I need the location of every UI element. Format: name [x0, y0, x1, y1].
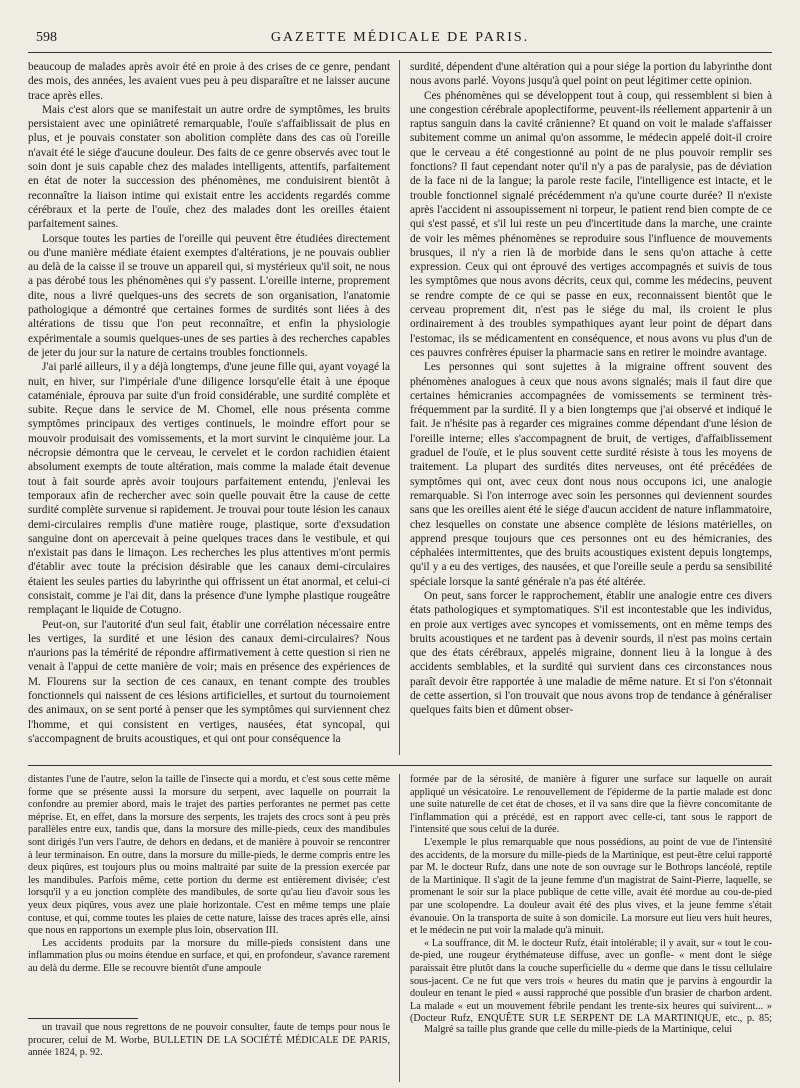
paragraph: Les personnes qui sont sujettes à la migraine offrent souvent des phénomènes analogues à ceux que nous avons signalés; mais il faut dire que certaines hémicranies accompagnées de vomissements se terminent très-fréquemment par la surdité. Il y a bien longtemps que j'ai observé et indiqué le fait. Je n'hésite pas à regarder ces migraines comme dépendant d'une lésion de l'oreille interne; elles s'accompagnent de bruit, de vertiges, d'affaiblissement graduel de l'ouïe, et le plus souvent cette surdité résiste à tous les moyens de traitement. La plupart des surdités dites nerveuses, ont été précédées de symptômes qui ont, avec ceux dont nous nous occupons ici, une analogie remarquable. Si l'on interroge avec soin les personnes qui deviennent sourdes sans que les oreilles aient été le siége d'aucun accident de nature inflammatoire, chez lesquelles on constate une absence complète de lésions matérielles, on apprend presque toujours que ces personnes ont eu des hémicranies, des céphalées intermittentes, que des bruits acoustiques existent depuis longtemps, qu'il y a eu des vertiges, des nausées, et que l'oreille seule a perdu sa sensibilité spéciale lorsque la santé générale n'a pas été altérée.: [410, 361, 772, 588]
page-number: 598: [36, 30, 57, 45]
page-header: [28, 22, 772, 53]
upper-left-column: [28, 60, 390, 755]
lower-right-column: [410, 774, 772, 1024]
paragraph: Ces phénomènes qui se développent tout à coup, qui ressemblent si bien à une congestion cérébrale apoplectiforme, peuvent-ils réellement appartenir à un raptus sanguin dans la cavité crânienne? Et quand on voit le malade s'affaisser subitement comme un animal qu'on assomme, le médecin appelé doit-il croire que le cerveau a été congestionné au point de ne plus pouvoir remplir ses fonctions? Il faut cependant noter qu'il n'y a pas de paralysie, pas de déviation de la face ni de la langue; la parole reste facile, l'intelligence est intacte, et le trouble fonctionnel signalé précédemment n'a qu'une courte durée? Il n'existe après l'accident ni assoupissement ni torpeur, le patient rend bien compte de ce qui s'est passé, et s'il lui reste un peu d'incertitude dans la marche, une crainte de voir les mêmes phénomènes se reproduire sous l'influence de mouvements brusques, il n'y a rien là de morbide dans le sens qu'on attache à cette expression. Ceux qui ont éprouvé des vertiges accompagnés et suivis de tous les symptômes que nous avons décrits, ceux qui, comme les médecins, peuvent se rendre compte de ce qui se passe en eux, reconnaissent bientôt que le cerveau proprement dit, n'est pas le siége du mal, ils croient le plus ordinairement à des troubles sympathiques ayant leur point de départ dans l'estomac, ils se médicamentent en conséquence, et nous avons vu plus d'un de ces pauvres confrères épuiser la pharmacie sans en retirer le moindre avantage.: [410, 89, 772, 359]
paragraph: L'exemple le plus remarquable que nous possédions, au point de vue de l'intensité des accidents, de la morsure du mille-pieds de la Martinique, est peut-être celui rapporté par M. le docteur Rufz, dans une note de son ouvrage sur le Bothrops lancéolé, reptile de la Martinique. Il s'agit de la jeune femme d'un magistrat de Saint-Pierre, laquelle, se promenant le soir sur la place publique de cette ville, avait été mordue au cou-de-pied par une scolopendre. La douleur avait été des plus vives, et la jeune femme s'était évanouie. On la transporta de suite à son domicile. La morsure eut lieu vers huit heures, et le médecin ne put voir la malade qu'à minuit.: [410, 836, 772, 937]
column-divider: [399, 60, 400, 755]
footnote-text: un travail que nous regrettons de ne pouvoir consulter, faute de temps pour nous le procurer, celui de M. Worbe, BULLETIN DE LA SOCIÉTÉ MÉDICALE DE PARIS, année 1824, p. 92.: [28, 1022, 390, 1059]
paragraph: formée par de la sérosité, de manière à figurer une surface sur laquelle on aurait appliqué un vésicatoire. Le renouvellement de l'épiderme de la partie malade est donc une suite naturelle de cet état de choses, et il va sans dire que la fièvre concomitante de l'inflammation qui a précédé, est en rapport avec celle-ci, tant sous le rapport de l'intensité que sous celui de la durée.: [410, 774, 772, 836]
paragraph: Peut-on, sur l'autorité d'un seul fait, établir une corrélation nécessaire entre les vertiges, la surdité et une lésion des canaux demi-circulaires? Nous n'aurions pas la témérité de répondre affirmativement à cette question si rien ne venait à l'appui de cette manière de voir; mais en présence des expériences de M. Flourens sur la section de ces canaux, en tenant compte des troubles fonctionnels qui naissent de ces lésions artificielles, et surtout du tournoiement des animaux, on se sent porté à penser que les symptômes qui surviennent chez l'homme, et qui consistent en vertiges, nausées, état syncopal, qui s'accompagnent de bruits acoustiques, et qui ont pour conséquence la: [28, 618, 390, 745]
upper-right-column: [410, 60, 772, 755]
paragraph: On peut, sans forcer le rapprochement, établir une analogie entre ces divers états pathologiques et symptomatiques. S'il est incontestable que les individus, en proie aux vertiges avec syncopes et vomissements, ont en même temps des bruits acoustiques et ne tardent pas à devenir sourds, il n'est pas moins certain que des états cérébraux, appelés migraine, donnent lieu à la longue à des accidents semblables, et la surdité qui survient dans ces circonstances nous paraît devoir être rapportée à une maladie de même nature. Et si l'on s'étonnait de cette assertion, si l'on trouvait que nous avons trop de tendance à généraliser quelques faits bien et dûment obser-: [410, 589, 772, 717]
paragraph: J'ai parlé ailleurs, il y a déjà longtemps, d'une jeune fille qui, ayant voyagé la nuit, en hiver, sur l'impériale d'une diligence lorsqu'elle était à une époque cataméniale, éprouva par suite d'un froid considérable, une surdité complète et subite. Reçue dans le service de M. Chomel, elle nous présenta comme symptômes principaux des vertiges continuels, le moindre effort pour se mouvoir produisait des vomissements, et la mort survint le cinquième jour. La nécropsie démontra que le cerveau, le cervelet et le cordon rachidien étaient absolument exempts de toute altération, mais comme la malade était devenue tout à fait sourde après avoir toujours parfaitement entendu, j'enlevai les temporaux afin de rechercher avec soin quelle pouvait être la cause de cette surdité complète survenue si rapidement. Je trouvai pour toute lésion les canaux demi-circulaires remplis d'une matière rouge, plastique, sorte d'exsudation sanguine dont on apercevait à peine quelques traces dans le vestibule, et qui n'existait pas dans le limaçon. Les recherches les plus attentives m'ont permis d'établir avec toute la précision désirable que les canaux demi-circulaires étaient les seules parties du labyrinthe qui offrissent un état anormal, et celui-ci consistait, comme je l'ai dit, dans la présence d'une lymphe plastique rougeâtre remplaçant le liquide de Cotugno.: [28, 361, 390, 617]
paragraph: Malgré sa taille plus grande que celle du mille-pieds de la Martinique, celui: [424, 1024, 733, 1035]
lower-left-column: [28, 774, 390, 1024]
paragraph: Les accidents produits par la morsure du mille-pieds consistent dans une inflammation plus ou moins étendue en surface, et qui, en profondeur, s'avance rarement au delà du derme. Elle se recouvre bientôt d'une ampoule: [28, 937, 390, 974]
column-divider: [399, 774, 400, 1082]
lower-right-column-end: [410, 1024, 772, 1084]
running-title: GAZETTE MÉDICALE DE PARIS.: [270, 30, 530, 45]
footnote-rule: [28, 1018, 138, 1019]
paragraph: Mais c'est alors que se manifestait un autre ordre de symptômes, les bruits persistaient avec une opiniâtreté remarquable, l'ouïe s'affaiblissait de plus en plus, et je pouvais constater son abolition complète dans des cas où l'oreille n'avait été le siége d'aucune douleur. Des faits de ce genre observés avec tout le soin dont je suis capable chez des malades intelligents, attentifs, parfaitement en état de noter la succession des phénomènes, me conduisirent bientôt à reconnaître la liaison intime qui existait entre les accidents regardés comme cérébraux et la perte de l'ouïe, chez des malades dont les oreilles étaient parfaitement saines.: [28, 103, 390, 231]
quotation: « La souffrance, dit M. le docteur Rufz, était intolérable; il y avait, sur « tout le cou-de-pied, une rougeur érythémateuse diffuse, avec un gonfle- « ment dont le siége paraissait être plutôt dans la couche superficielle du « derme que dans le tissu cellulaire sous-jacent. Ce ne fut que vers trois « heures du matin que je parvins à engourdir la douleur en tenant le pied « aussi rapproché que possible d'un brasier de charbon ardent. La malade « eut un mouvement fébrile pendant les trente-six heures qui suivirent... » (Docteur Rufz, ENQUÊTE SUR LE SERPENT DE LA MARTINIQUE, etc., p. 85;: [410, 937, 772, 1024]
paragraph: surdité, dépendent d'une altération qui a pour siége la portion du labyrinthe dont nous avons parlé. Voyons jusqu'à quel point on peut légitimer cette opinion.: [410, 61, 772, 88]
paragraph: distantes l'une de l'autre, selon la taille de l'insecte qui a mordu, et c'est sous cette même forme que se présente aussi la morsure du serpent, avec laquelle on pourrait la confondre au premier abord, mais le trajet des parties perforantes ne permet pas cette méprise. Et, en effet, dans la morsure des serpents, les trajets des crocs sont à peu près parallèles entre eux, tandis que, dans la morsure des mille-pieds, ceux des mandibules sont dirigés l'un vers l'autre, de dehors en dedans, et de manière à pouvoir se rencontrer à leur terminaison. En outre, dans la morsure du mille-pieds, le derme compris entre les deux piqûres, est toujours plus ou moins maltraité par suite de la pression exercée par les mandibules. Parfois même, cette portion du derme est entièrement divisée; c'est lorsqu'il y a eu jonction complète des mandibules, de sorte qu'au lieu d'avoir sous les yeux deux piqûres, vous avez une plaie horizontale. C'est en même temps une plaie contuse, et qui, comme toutes les plaies de cette nature, laisse des traces après elle, ainsi que nous en rapportons un exemple plus loin, observation III.: [28, 774, 390, 937]
section-divider: [28, 765, 772, 766]
paragraph: beaucoup de malades après avoir été en proie à des crises de ce genre, pendant des mois, des années, les avaient vues peu à peu disparaître et ne laisser aucune trace après elles.: [28, 61, 390, 102]
paragraph: Lorsque toutes les parties de l'oreille qui peuvent être étudiées directement ou d'une manière médiate étaient exemptes d'altérations, je ne pouvais oublier au delà de la caisse il se trouve un appareil qui, si mystérieux qu'il soit, ne nous a pas dérobé tous les phénomènes qui s'y passent. L'oreille interne, proprement dite, nous a livré quelques-uns des secrets de son organisation, l'anatomie pathologique a démontré que certaines formes de surdités sont liées à des altérations de tissu que l'on peut reconnaître, et enfin la physiologie expérimentale a soumis quelques-unes de ses parties à des recherches capables de jeter du jour sur la nature de certains troubles fonctionnels.: [28, 232, 390, 359]
footnote: [28, 1022, 390, 1060]
